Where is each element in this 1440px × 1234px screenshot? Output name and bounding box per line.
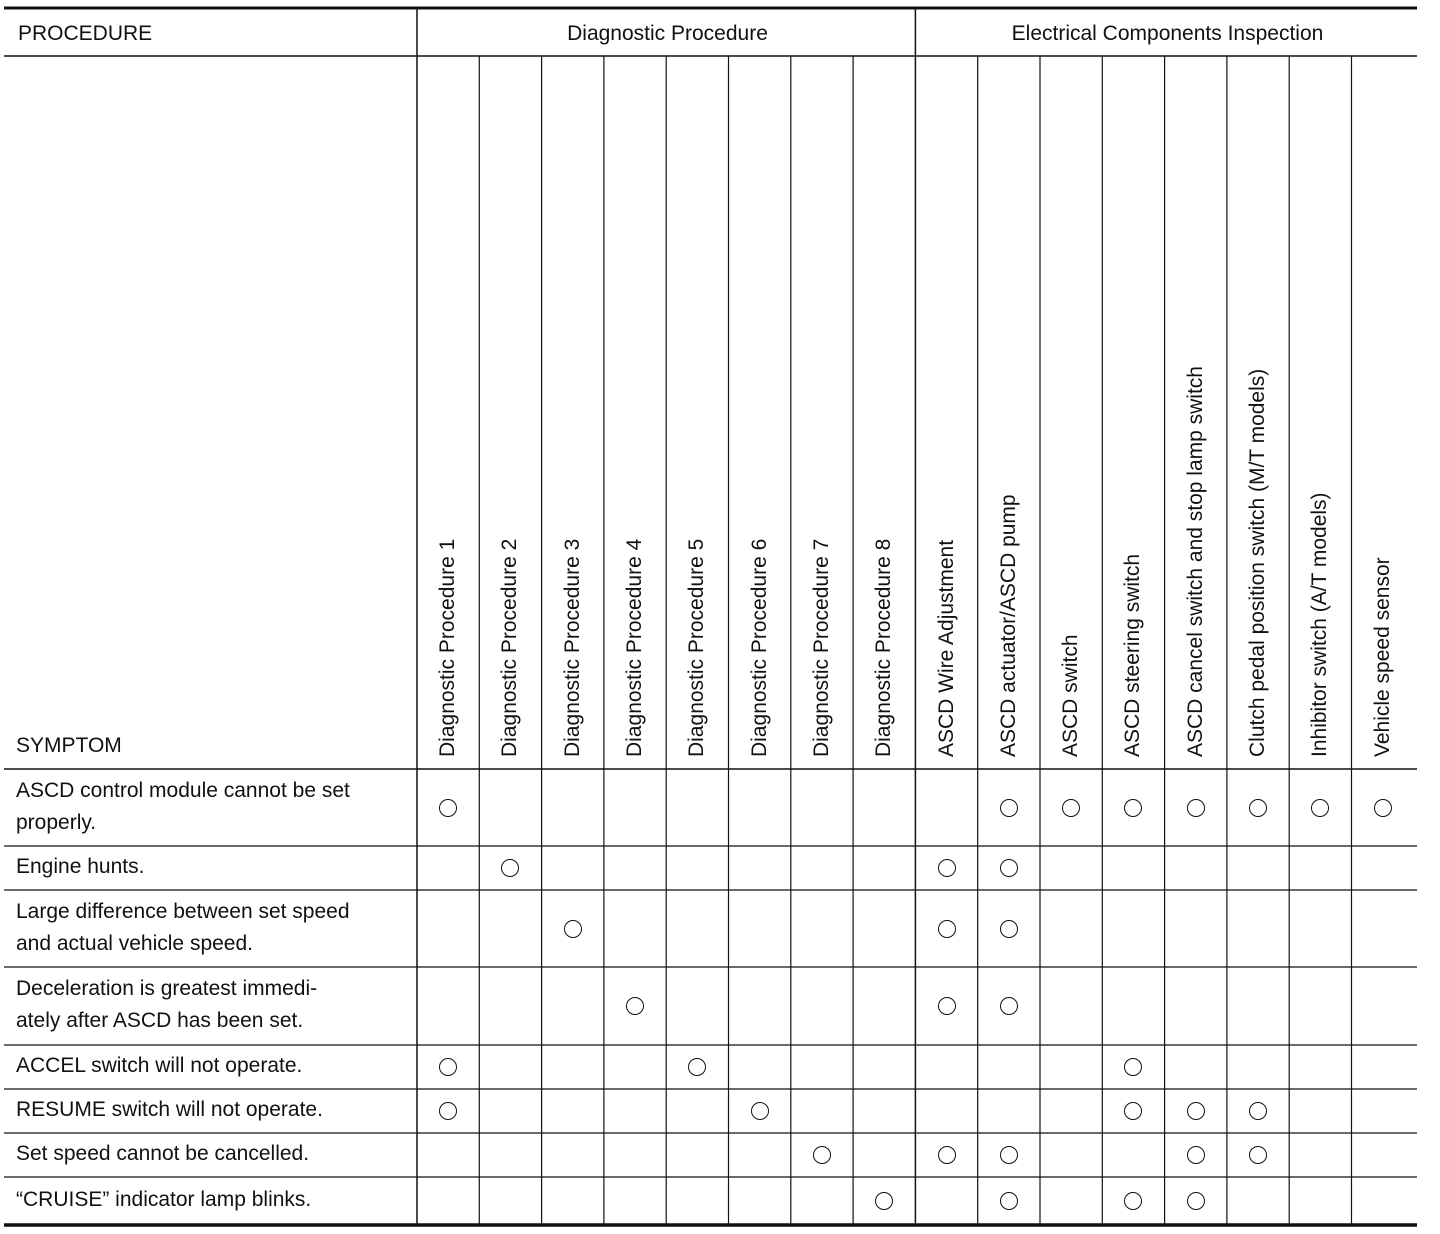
column-header: ASCD switch <box>1059 634 1083 757</box>
symptom-text-line: Set speed cannot be cancelled. <box>16 1142 310 1165</box>
column-header: ASCD actuator/ASCD pump <box>996 494 1020 757</box>
column-header: Diagnostic Procedure 2 <box>498 538 522 757</box>
symptom-text-line: “CRUISE” indicator lamp blinks. <box>16 1188 312 1211</box>
check-circle-mark <box>1000 859 1018 877</box>
column-header: Inhibitor switch (A/T models) <box>1308 492 1332 757</box>
symptom-cell <box>16 1050 302 1082</box>
procedure-header-label: PROCEDURE <box>18 22 153 45</box>
column-header: Diagnostic Procedure 3 <box>560 538 584 757</box>
column-header: Vehicle speed sensor <box>1370 557 1394 757</box>
check-circle-mark <box>1187 1146 1205 1164</box>
column-header: Diagnostic Procedure 5 <box>685 538 709 757</box>
column-header: Diagnostic Procedure 1 <box>436 538 460 757</box>
check-circle-mark <box>439 799 457 817</box>
column-header: Clutch pedal position switch (M/T models) <box>1246 368 1270 757</box>
check-circle-mark <box>1249 799 1267 817</box>
symptom-text-line: properly. <box>16 810 97 834</box>
check-circle-mark <box>1187 1102 1205 1120</box>
symptom-text-line: ASCD control module cannot be set <box>16 778 350 802</box>
symptom-cell <box>16 896 350 960</box>
check-circle-mark <box>938 997 956 1015</box>
check-circle-mark <box>626 997 644 1015</box>
check-circle-mark <box>1249 1102 1267 1120</box>
column-header: Diagnostic Procedure 6 <box>747 538 771 757</box>
group-header-electrical: Electrical Components Inspection <box>1011 22 1324 45</box>
check-circle-mark <box>938 1146 956 1164</box>
symptom-cell <box>16 851 144 883</box>
column-header: Diagnostic Procedure 4 <box>623 538 647 757</box>
symptom-cell <box>16 1138 309 1170</box>
symptom-text-line: RESUME switch will not operate. <box>16 1098 323 1121</box>
column-header: Diagnostic Procedure 7 <box>809 538 833 757</box>
check-circle-mark <box>813 1146 831 1164</box>
symptom-text-line: ACCEL switch will not operate. <box>16 1054 303 1077</box>
check-circle-mark <box>1000 799 1018 817</box>
symptom-header-label: SYMPTOM <box>16 734 122 757</box>
check-circle-mark <box>1249 1146 1267 1164</box>
check-circle-mark <box>1187 799 1205 817</box>
symptom-text-line: ately after ASCD has been set. <box>16 1009 304 1032</box>
check-circle-mark <box>938 859 956 877</box>
symptom-text-line: Large difference between set speed <box>16 899 350 923</box>
column-header: Diagnostic Procedure 8 <box>872 538 896 757</box>
column-header: ASCD Wire Adjustment <box>934 539 958 757</box>
check-circle-mark <box>751 1102 769 1120</box>
symptom-text-line: Engine hunts. <box>16 855 145 878</box>
column-header: ASCD cancel switch and stop lamp switch <box>1183 366 1207 757</box>
check-circle-mark <box>1187 1192 1205 1210</box>
group-header-diagnostic: Diagnostic Procedure <box>567 22 768 45</box>
symptom-cell <box>16 775 350 839</box>
column-header: ASCD steering switch <box>1121 553 1145 757</box>
check-circle-mark <box>1000 920 1018 938</box>
check-circle-mark <box>1000 997 1018 1015</box>
symptom-text-line: Deceleration is greatest immedi- <box>16 977 318 1000</box>
check-circle-mark <box>1374 799 1392 817</box>
check-circle-mark <box>1311 799 1329 817</box>
check-circle-mark <box>1124 799 1142 817</box>
check-circle-mark <box>938 920 956 938</box>
symptom-cell <box>16 973 317 1037</box>
check-circle-mark <box>564 920 582 938</box>
check-circle-mark <box>1062 799 1080 817</box>
check-circle-mark <box>1000 1192 1018 1210</box>
symptom-text-line: and actual vehicle speed. <box>16 931 253 955</box>
symptom-cell <box>16 1184 311 1216</box>
check-circle-mark <box>1000 1146 1018 1164</box>
symptom-cell <box>16 1094 323 1126</box>
